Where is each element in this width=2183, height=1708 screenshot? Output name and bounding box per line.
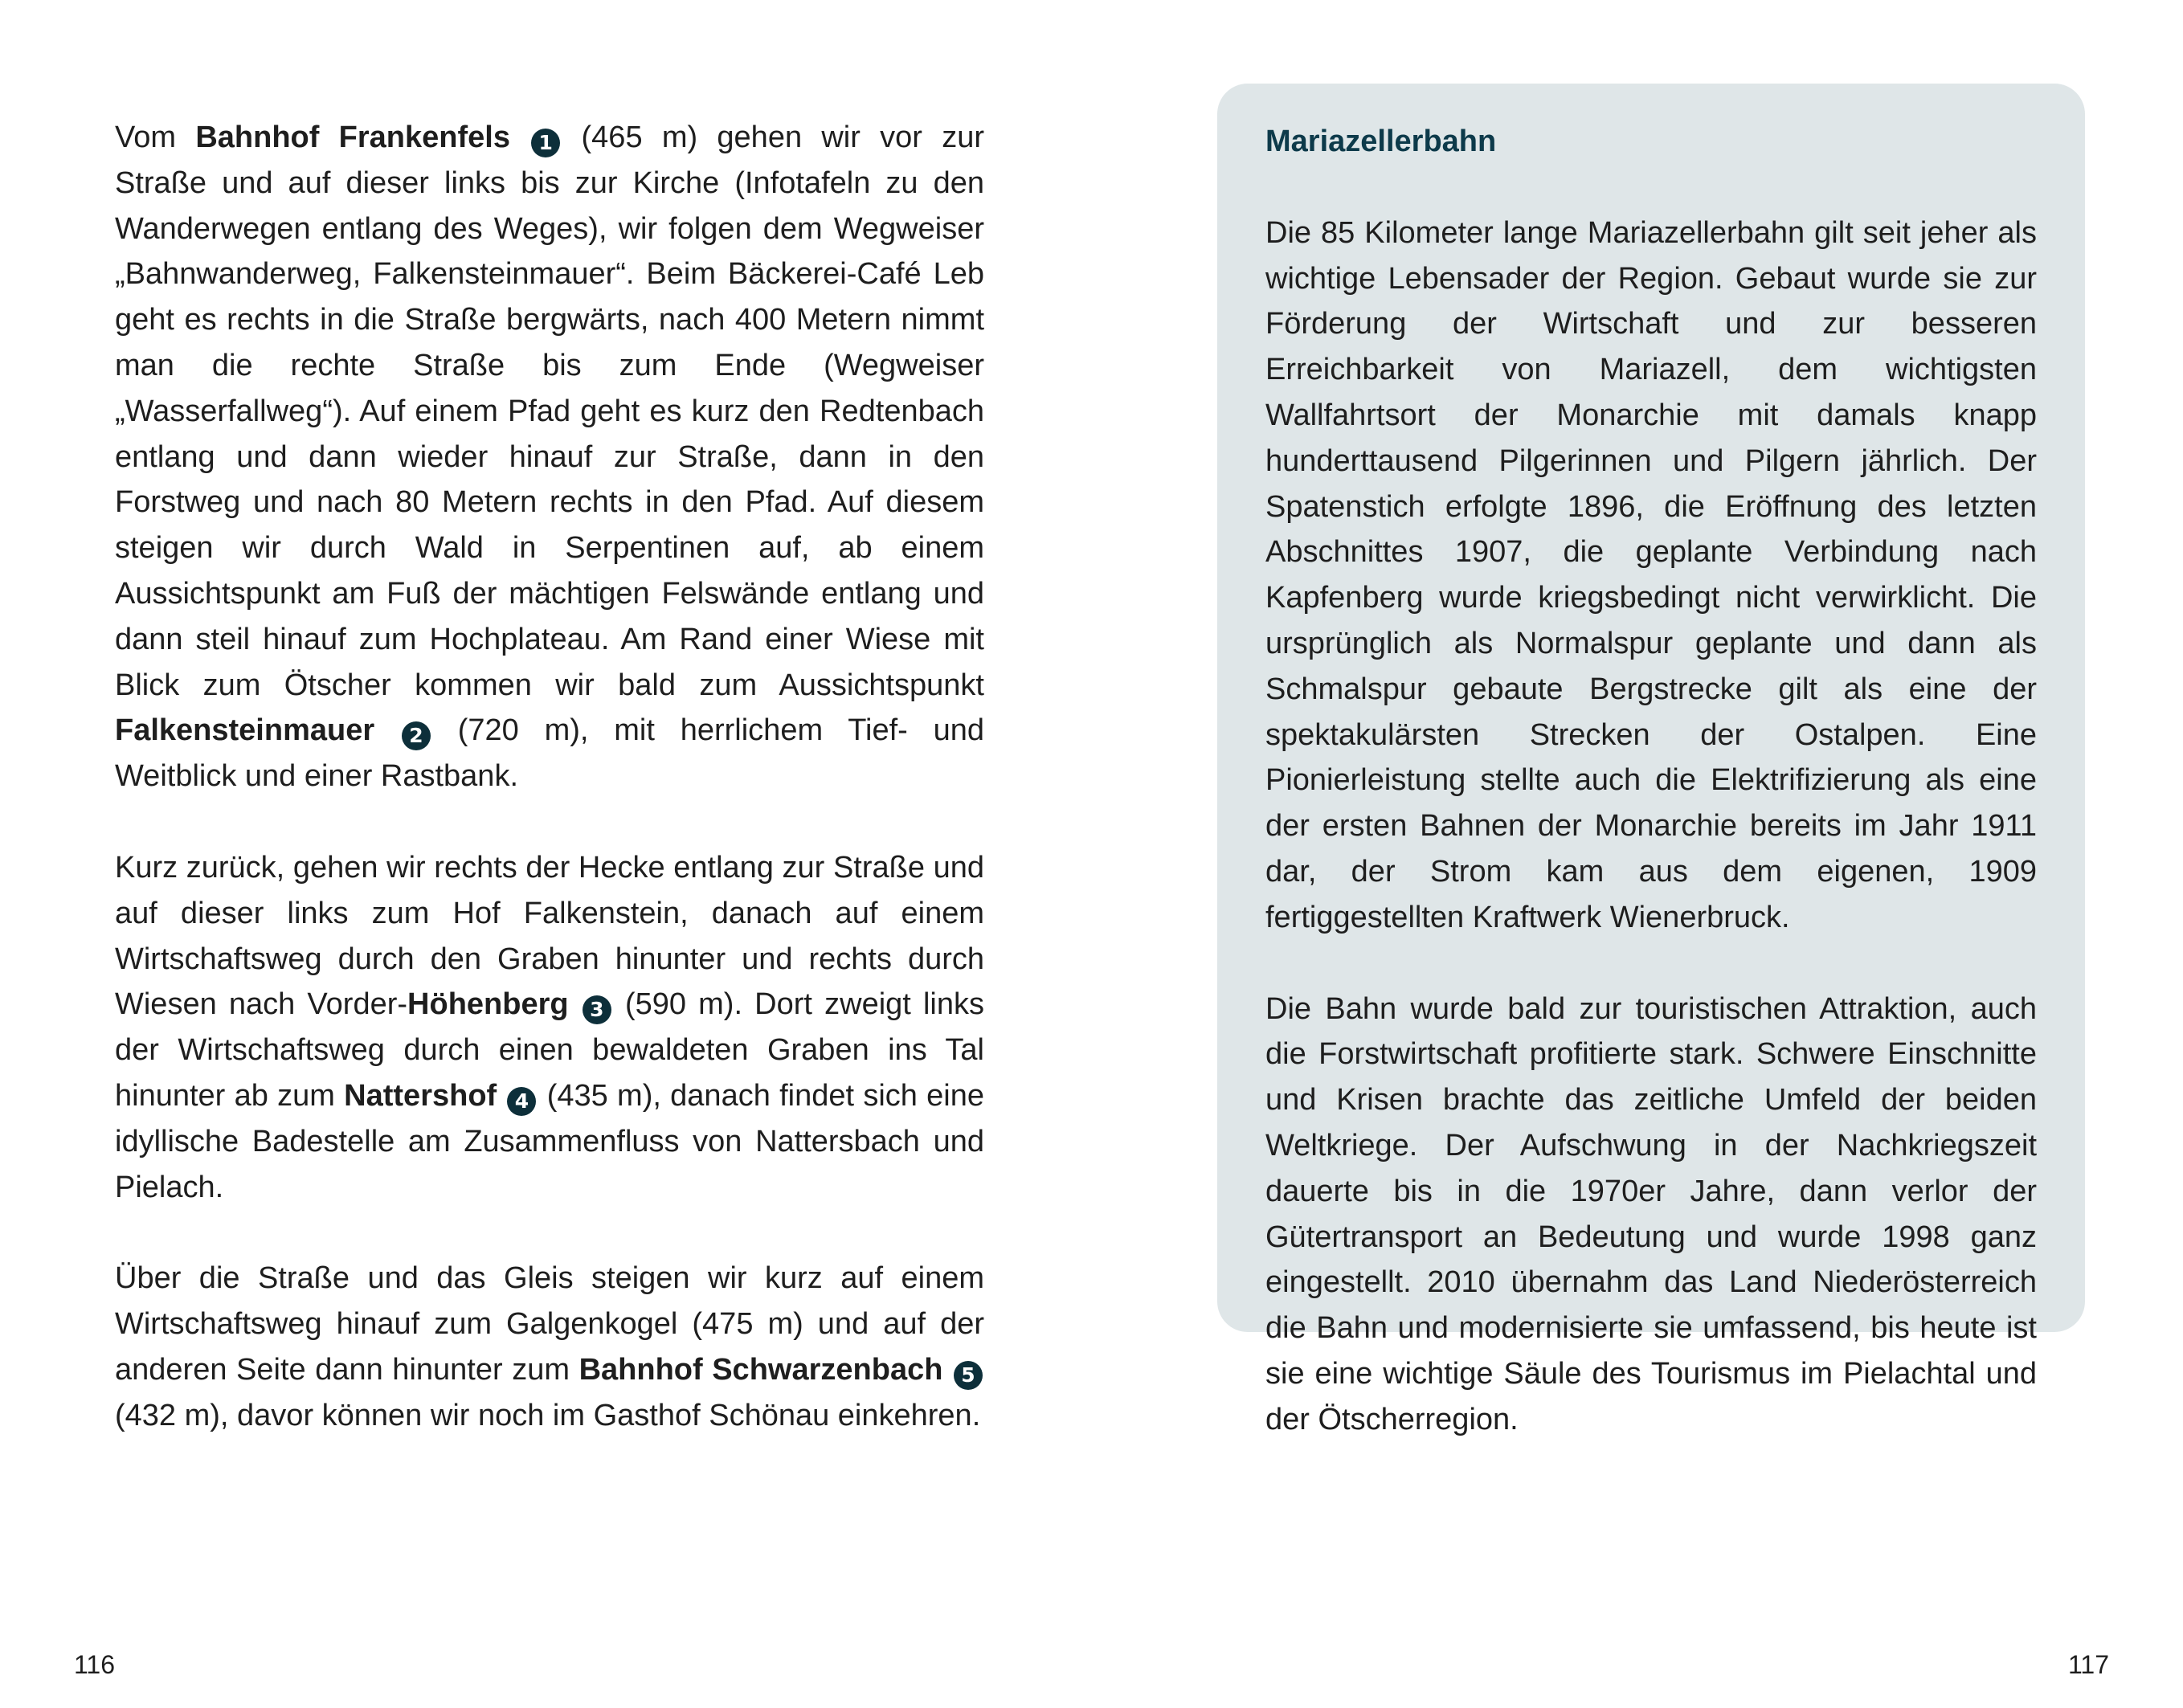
text-run: Vom	[115, 121, 196, 154]
info-box-body	[1265, 210, 2037, 1443]
waypoint-marker-2: 2	[402, 721, 431, 750]
waypoint-marker-1: 1	[531, 129, 560, 157]
info-paragraph-2: Die Bahn wurde bald zur touristischen Attraktion, auch die Forstwirtschaft profitierte stark. Schwere Einschnitte und Krisen brachte das zeitliche Umfeld der beiden Weltkriege. Der Aufschwung in der Nachkriegszeit dauerte bis in die 1970er Jahre, dann verlor der Gütertransport an Bedeutung und wurde 1998 ganz eingestellt. 2010 übernahm das Land Niederösterreich die Bahn und modernisierte sie umfassend, bis heute ist sie eine wichtige Säule des Tourismus im Pielachtal und der Ötscherregion.	[1265, 991, 2037, 1436]
place-name: Falkensteinmauer	[115, 713, 375, 748]
place-name: Nattershof	[344, 1078, 497, 1113]
text-run: (432 m), davor können wir noch im Gasthof Schönau einkehren.	[115, 1398, 981, 1432]
text-run: Über die Straße und das Gleis steigen wir kurz auf einem Wirtschaftsweg hinauf zum Galgenkogel (475 m) und auf der anderen Seite dann hinunter zum	[115, 1261, 984, 1387]
info-paragraph-1: Die 85 Kilometer lange Mariazellerbahn gilt seit jeher als wichtige Lebensader der Region. Gebaut wurde sie zur Förderung der Wirtschaft und zur besseren Erreichbarkeit von Mariazell, dem wichtigsten Wallfahrtsort der Monarchie mit damals knapp hunderttausend Pilgerinnen und Pilgern jährlich. Der Spatenstich erfolgte 1896, die Eröffnung des letzten Abschnittes 1907, die geplante Verbindung nach Kapfenberg wurde kriegsbedingt nicht verwirklicht. Die ursprünglich als Normalspur geplante und dann als Schmalspur gebaute Bergstrecke gilt als eine der spektakulärsten Strecken der Ostalpen. Eine Pionierleistung stellte auch die Elektrifizierung als eine der ersten Bahnen der Monarchie bereits im Jahr 1911 dar, der Strom kam aus dem eigenen, 1909 fertiggestellten Kraftwerk Wienerbruck.	[1265, 215, 2037, 934]
place-name: Bahnhof Schwarzenbach	[578, 1352, 943, 1387]
text-run: (435 m), danach findet sich eine idyllische Badestelle am Zusammenfluss von Nattersbach und Pielach.	[115, 1078, 984, 1204]
info-box	[1217, 84, 2085, 1436]
text-run: (590 m). Dort zweigt links der Wirtschaftsweg durch einen bewaldeten Graben ins Tal hinunter ab zum	[115, 987, 985, 1113]
route-paragraph-3	[115, 1256, 984, 1438]
route-description	[115, 115, 984, 1485]
route-paragraph-1	[115, 115, 984, 799]
page-number-right: 117	[2067, 1650, 2109, 1679]
waypoint-marker-4: 4	[507, 1087, 536, 1116]
right-page	[1091, 0, 2183, 1708]
place-name: Bahnhof Frankenfels	[195, 121, 510, 154]
route-paragraph-2	[115, 845, 984, 1210]
waypoint-marker-3: 3	[583, 995, 611, 1024]
page-number-left: 116	[74, 1650, 116, 1679]
place-name: Höhenberg	[407, 987, 569, 1022]
info-box-title: Mariazellerbahn	[1265, 125, 1497, 158]
text-run: Kurz zurück, gehen wir rechts der Hecke entlang zur Straße und auf dieser links zum Hof Falkenstein, danach auf einem Wirtschaftsweg durch den Graben hinunter und rechts durch Wiesen nach Vorder-	[115, 850, 984, 1022]
left-page	[0, 0, 1091, 1708]
waypoint-marker-5: 5	[954, 1361, 983, 1390]
text-run: (465 m) gehen wir vor zur Straße und auf dieser links bis zur Kirche (Infotafeln zu den Wanderwegen entlang des Weges), wir folgen dem Wegweiser „Bahnwanderweg, Falkensteinmauer“. Beim Bäckerei-Café Leb geht es rechts in die Straße bergwärts, nach 400 Metern nimmt man die rechte Straße bis zum Ende (Wegweiser „Wasserfallweg“). Auf einem Pfad geht es kurz den Redtenbach entlang und dann wieder hinauf zur Straße, dann in den Forstweg und nach 80 Metern rechts in den Pfad. Auf diesem steigen wir durch Wald in Serpentinen auf, ab einem Aussichtspunkt am Fuß der mächtigen Felswände entlang und dann steil hinauf zum Hochplateau. Am Rand einer Wiese mit Blick zum Ötscher kommen wir bald zum Aussichtspunkt	[115, 121, 984, 702]
text-run: (720 m), mit herrlichem Tief- und Weitblick und einer Rastbank.	[115, 713, 985, 794]
